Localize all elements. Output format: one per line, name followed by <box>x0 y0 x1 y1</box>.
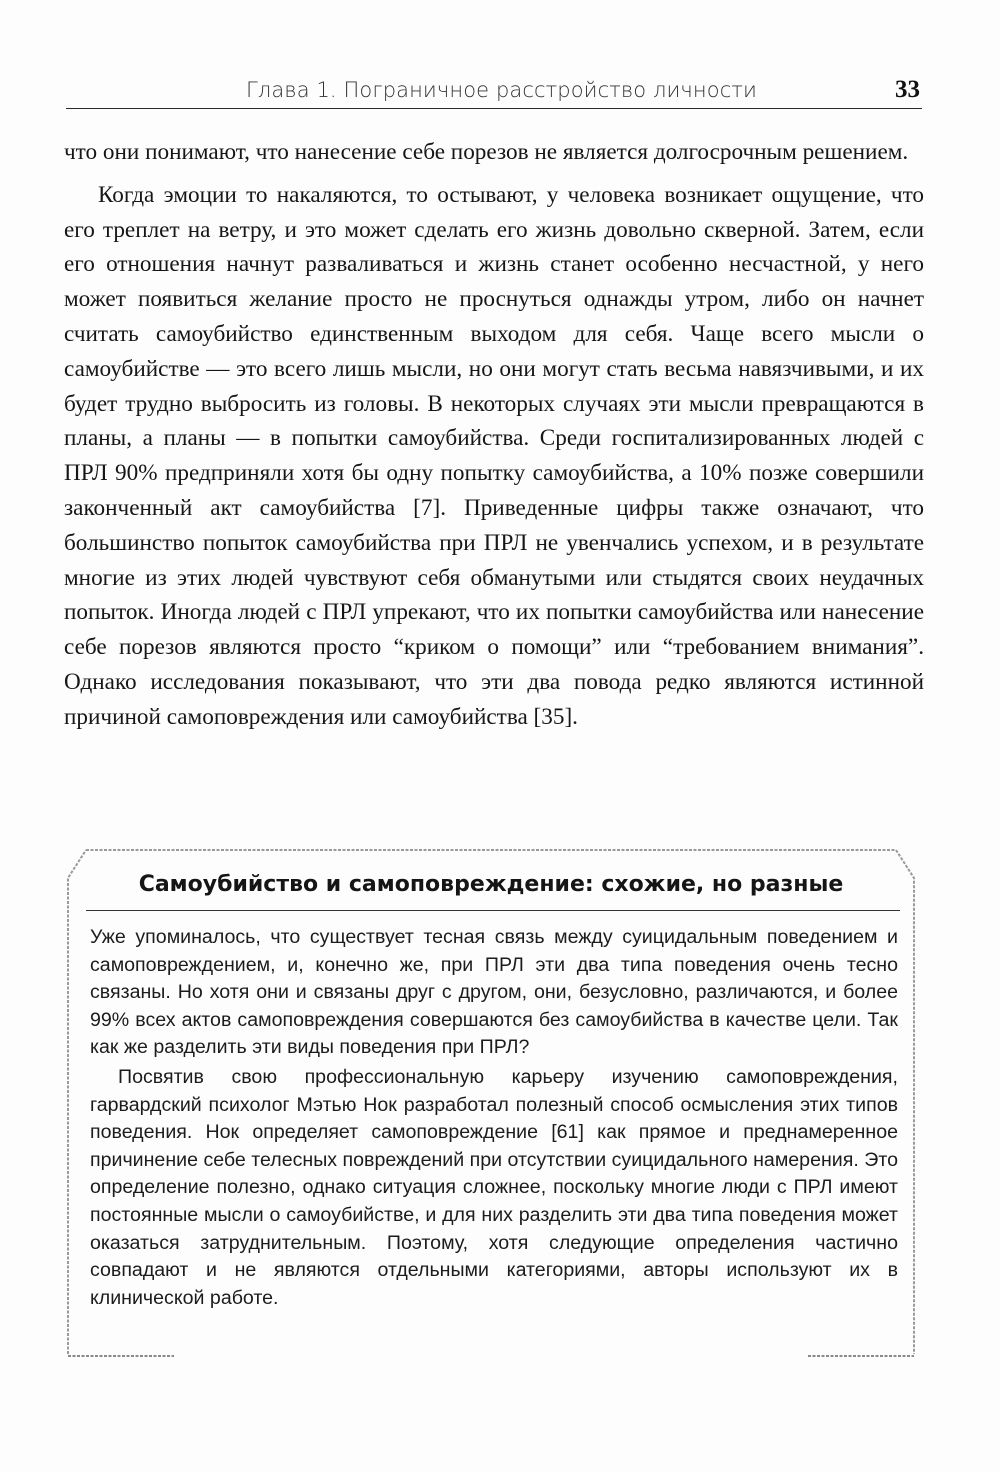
sidebar-title: Самоубийство и самоповреждение: схожие, но разные <box>138 872 844 897</box>
sidebar-box <box>62 842 920 1362</box>
sidebar-paragraph: Уже упоминалось, что существует тесная связь между суицидальным поведением и самоповреждением, и, конечно же, при ПРЛ эти два типа поведения очень тесно связаны. Но хотя они и связаны друг с другом, они, безусловно, различаются, и более 99% всех актов самоповреждения совершаются без самоубийства в качестве цели. Так как же разделить эти виды поведения при ПРЛ? <box>90 926 898 1059</box>
main-text <box>64 135 924 735</box>
sidebar-paragraph: Посвятив свою профессиональную карьеру изучению самоповреждения, гарвардский психолог Мэтью Нок разработал полезный способ осмысления этих типов поведения. Нок определяет самоповреждение [61] как прямое и преднамеренное причинение себе телесных повреждений при отсутствии суицидального намерения. Это определение полезно, однако ситуация сложнее, поскольку многие люди с ПРЛ имеют постоянные мысли о самоубийстве, и для них разделить эти два типа поведения может оказаться затруднительным. Поэтому, хотя следующие определения частично совпадают и не являются отдельными категориями, авторы используют их в клинической работе. <box>90 1065 898 1309</box>
page-number: 33 <box>895 76 920 103</box>
running-title: Глава 1. Пограничное расстройство личности <box>246 78 757 102</box>
sidebar-title-rule <box>86 910 900 911</box>
paragraph-continuation: что они понимают, что нанесение себе порезов не является долгосрочным решением. <box>64 139 909 165</box>
paragraph: Когда эмоции то накаляются, то остывают, у человека возникает ощущение, что его треплет на ветру, и это может сделать его жизнь довольно скверной. Затем, если его отношения начнут разваливаться и жизнь станет особенно несчастной, у него может появиться желание просто не проснуться однажды утром, либо он начнет считать самоубийство единственным выходом для себя. Чаще всего мысли о самоубийстве — это всего лишь мысли, но они могут стать весьма навязчивыми, и их будет трудно выбросить из головы. В некоторых случаях эти мысли превращаются в планы, а планы — в попытки самоубийства. Среди госпитализированных людей с ПРЛ 90% предприняли хотя бы одну попытку самоубийства, а 10% позже совершили законченный акт самоубийства [7]. Приведенные цифры также означают, что большинство попыток самоубийства при ПРЛ не увенчались успехом, и в результате многие из этих людей чувствуют себя обманутыми или стыдятся своих неудачных попыток. Иногда людей с ПРЛ упрекают, что их попытки самоубийства или нанесение себе порезов являются просто “криком о помощи” или “требованием внимания”. Однако исследования показывают, что эти два повода редко являются истинной причиной самоповреждения или самоубийства [35]. <box>64 181 924 730</box>
running-header <box>66 70 922 109</box>
sidebar-text <box>90 924 898 1312</box>
